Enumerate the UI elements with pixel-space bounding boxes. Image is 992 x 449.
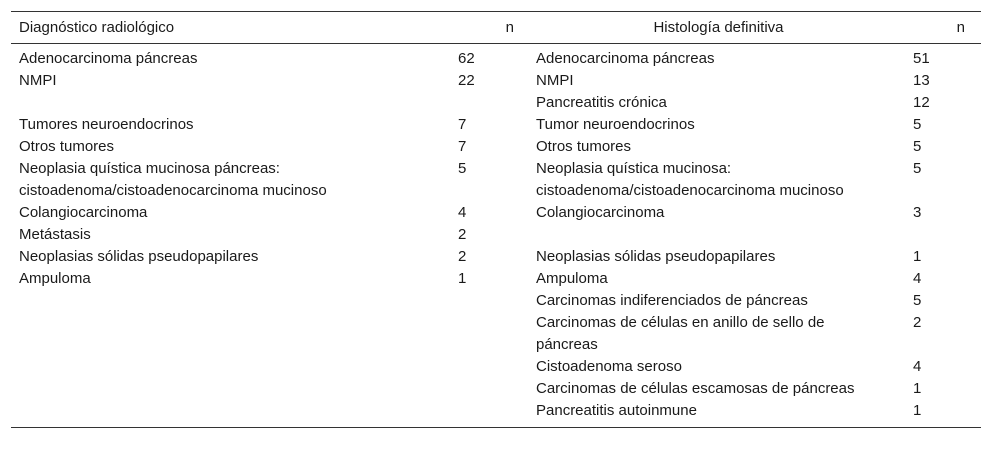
radiological-diagnosis-cell bbox=[11, 92, 456, 114]
n-radiological-cell: 5 bbox=[458, 160, 467, 177]
n-radiological-cell bbox=[456, 290, 526, 312]
table-bottom-rule bbox=[11, 427, 981, 428]
radiological-diagnosis-cell: Neoplasia quística mucinosa páncreas: cistoadenoma/cistoadenocarcinoma mucinoso bbox=[19, 160, 327, 199]
definitive-histology-cell: Cistoadenoma seroso bbox=[536, 358, 682, 375]
n-histology-cell: 5 bbox=[913, 160, 922, 177]
n-histology-cell: 1 bbox=[913, 402, 922, 419]
n-radiological-cell: 7 bbox=[458, 138, 467, 155]
table-row bbox=[11, 114, 981, 136]
n-radiological-cell: 22 bbox=[458, 72, 475, 89]
radiological-diagnosis-cell: Otros tumores bbox=[19, 138, 115, 155]
radiological-diagnosis-cell bbox=[11, 378, 456, 400]
table-header bbox=[11, 12, 981, 43]
n-histology-cell: 3 bbox=[913, 204, 922, 221]
definitive-histology-cell: Carcinomas de células en anillo de sello de páncreas bbox=[536, 314, 825, 353]
n-radiological-cell bbox=[456, 378, 526, 400]
radiological-diagnosis-cell: Metástasis bbox=[19, 226, 91, 243]
radiological-diagnosis-cell: Adenocarcinoma páncreas bbox=[19, 50, 198, 67]
header-definitive-histology: Histología definitiva bbox=[653, 18, 784, 36]
table-row bbox=[11, 378, 981, 400]
table-body-container bbox=[11, 44, 981, 427]
table-row bbox=[11, 400, 981, 427]
n-histology-cell: 4 bbox=[913, 358, 922, 375]
radiological-diagnosis-cell: NMPI bbox=[19, 72, 57, 89]
n-histology-cell: 2 bbox=[913, 314, 922, 331]
n-radiological-cell bbox=[456, 400, 526, 427]
definitive-histology-cell: Tumor neuroendocrinos bbox=[536, 116, 695, 133]
table-row bbox=[11, 48, 981, 70]
table-row bbox=[11, 92, 981, 114]
table-row bbox=[11, 356, 981, 378]
table-row bbox=[11, 136, 981, 158]
radiological-diagnosis-cell: Ampuloma bbox=[19, 270, 91, 287]
table-row bbox=[11, 158, 981, 202]
table-body bbox=[11, 44, 981, 427]
definitive-histology-cell: Carcinomas de células escamosas de páncreas bbox=[536, 380, 855, 397]
definitive-histology-cell: Ampuloma bbox=[536, 270, 608, 287]
definitive-histology-cell: Adenocarcinoma páncreas bbox=[536, 50, 715, 67]
n-radiological-cell: 2 bbox=[458, 248, 467, 265]
radiological-diagnosis-cell bbox=[11, 290, 456, 312]
definitive-histology-cell: Colangiocarcinoma bbox=[536, 204, 665, 221]
table-row bbox=[11, 268, 981, 290]
radiological-diagnosis-cell bbox=[11, 356, 456, 378]
n-radiological-cell: 7 bbox=[458, 116, 467, 133]
header-n-radiological: n bbox=[505, 18, 514, 36]
n-radiological-cell: 2 bbox=[458, 226, 467, 243]
header-n-histology: n bbox=[956, 18, 965, 36]
n-histology-cell: 5 bbox=[913, 138, 922, 155]
definitive-histology-cell: Carcinomas indiferenciados de páncreas bbox=[536, 292, 808, 309]
radiological-diagnosis-cell: Neoplasias sólidas pseudopapilares bbox=[19, 248, 259, 265]
table-row bbox=[11, 224, 981, 246]
definitive-histology-cell: Pancreatitis autoinmune bbox=[536, 402, 697, 419]
table-row bbox=[11, 246, 981, 268]
n-histology-cell bbox=[911, 224, 981, 246]
n-radiological-cell bbox=[456, 356, 526, 378]
table-row bbox=[11, 70, 981, 92]
header-row bbox=[11, 12, 981, 43]
n-histology-cell: 1 bbox=[913, 248, 922, 265]
n-histology-cell: 4 bbox=[913, 270, 922, 287]
definitive-histology-cell: Neoplasia quística mucinosa: cistoadenoma/cistoadenocarcinoma mucinoso bbox=[536, 160, 844, 199]
table-row bbox=[11, 312, 981, 356]
radiological-diagnosis-cell bbox=[11, 400, 456, 427]
comparison-table-frame bbox=[11, 11, 981, 428]
radiological-diagnosis-cell bbox=[11, 312, 456, 356]
definitive-histology-cell bbox=[526, 224, 911, 246]
table-row bbox=[11, 202, 981, 224]
n-histology-cell: 51 bbox=[913, 50, 930, 67]
radiological-diagnosis-cell: Tumores neuroendocrinos bbox=[19, 116, 194, 133]
definitive-histology-cell: NMPI bbox=[536, 72, 574, 89]
n-radiological-cell bbox=[456, 312, 526, 356]
n-histology-cell: 13 bbox=[913, 72, 930, 89]
n-radiological-cell: 1 bbox=[458, 270, 467, 287]
n-histology-cell: 5 bbox=[913, 116, 922, 133]
n-histology-cell: 12 bbox=[913, 94, 930, 111]
definitive-histology-cell: Otros tumores bbox=[536, 138, 632, 155]
n-histology-cell: 5 bbox=[913, 292, 922, 309]
n-radiological-cell: 4 bbox=[458, 204, 467, 221]
radiological-diagnosis-cell: Colangiocarcinoma bbox=[19, 204, 148, 221]
table-row bbox=[11, 290, 981, 312]
n-histology-cell: 1 bbox=[913, 380, 922, 397]
n-radiological-cell: 62 bbox=[458, 50, 475, 67]
radiology-vs-histology-table bbox=[11, 12, 981, 43]
n-radiological-cell bbox=[456, 92, 526, 114]
definitive-histology-cell: Pancreatitis crónica bbox=[536, 94, 667, 111]
definitive-histology-cell: Neoplasias sólidas pseudopapilares bbox=[536, 248, 776, 265]
header-radiological-diagnosis: Diagnóstico radiológico bbox=[19, 18, 175, 36]
